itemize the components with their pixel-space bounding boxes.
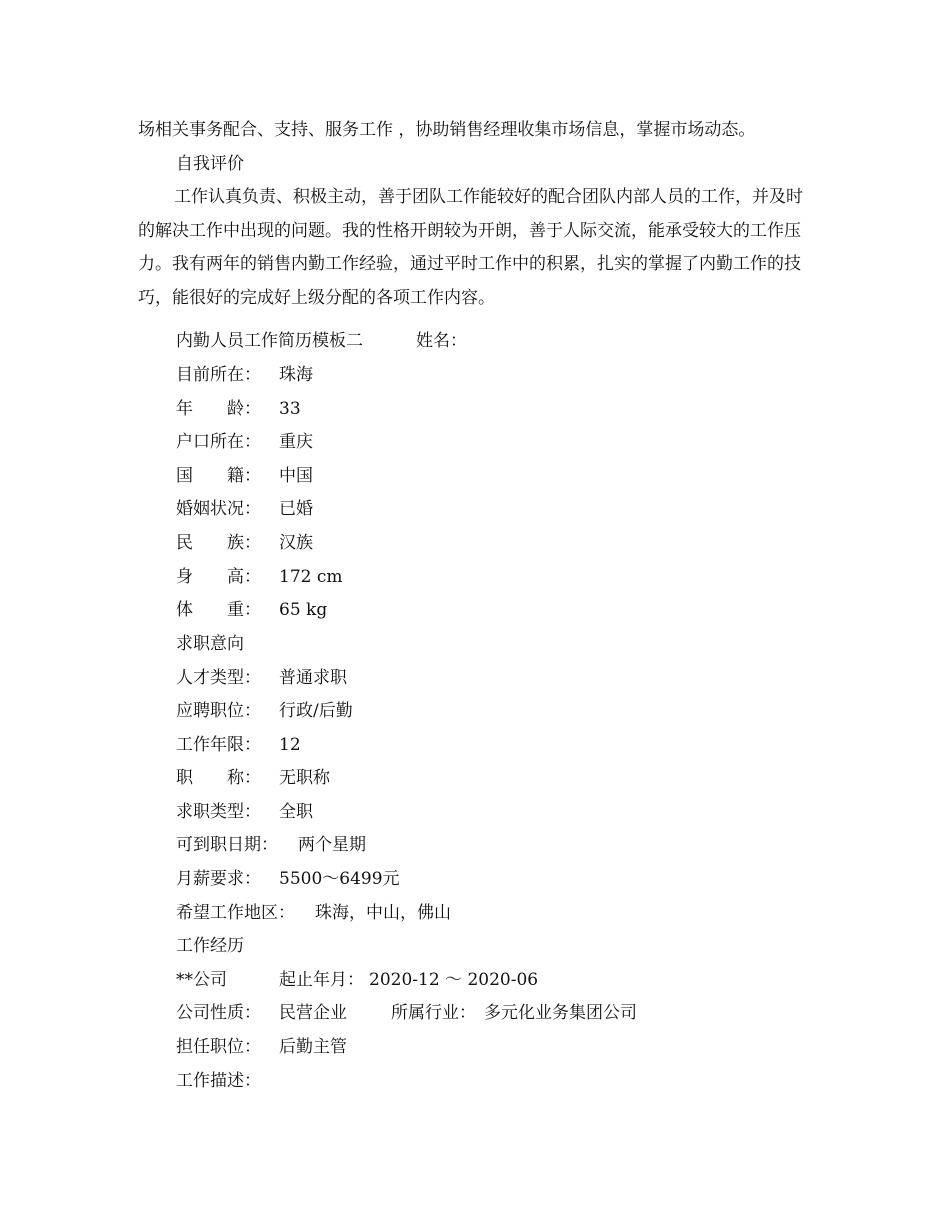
info-label: 民 族：: [176, 533, 261, 553]
info-label: 婚姻状况：: [176, 499, 261, 519]
intent-label: 希望工作地区：: [176, 903, 295, 923]
period-label: 起止年月：: [279, 970, 364, 990]
info-label: 年 龄：: [176, 399, 261, 419]
intent-value: 普通求职: [279, 668, 347, 688]
company-name: **公司: [176, 970, 227, 990]
self-eval-heading: 自我评价: [176, 154, 244, 174]
info-value: 65 kg: [279, 600, 328, 620]
position-value: 后勤主管: [279, 1037, 347, 1057]
intent-label: 人才类型：: [176, 668, 261, 688]
industry-label: 所属行业：: [391, 1003, 476, 1023]
intent-label: 可到职日期：: [176, 835, 278, 855]
info-row: [176, 364, 261, 386]
intent-value: 5500～6499元: [279, 869, 400, 889]
info-label: 目前所在：: [176, 365, 261, 385]
info-value: 中国: [279, 466, 313, 486]
work-history-heading: 工作经历: [176, 936, 244, 956]
intent-value: 两个星期: [298, 835, 366, 855]
intent-value: 珠海，中山，佛山: [315, 903, 451, 923]
name-label: 姓名：: [416, 331, 467, 351]
info-value: 汉族: [279, 533, 313, 553]
position-label: 担任职位：: [176, 1037, 261, 1057]
info-label: 国 籍：: [176, 466, 261, 486]
industry-value: 多元化业务集团公司: [484, 1003, 637, 1023]
intent-value: 12: [279, 735, 301, 755]
nature-value: 民营企业: [279, 1003, 347, 1023]
info-label: 户口所在：: [176, 432, 261, 452]
info-value: 珠海: [279, 365, 313, 385]
intent-value: 行政/后勤: [279, 701, 353, 721]
intent-value: 全职: [279, 802, 313, 822]
job-intent-heading: 求职意向: [176, 634, 244, 654]
info-value: 33: [279, 399, 301, 419]
info-value: 172 cm: [279, 567, 343, 587]
template-title: 内勤人员工作简历模板二: [176, 331, 363, 351]
info-value: 已婚: [279, 499, 313, 519]
self-eval-paragraph: 工作认真负责、积极主动，善于团队工作能较好的配合团队内部人员的工作，并及时的解决工作中出现的问题。我的性格开朗较为开朗，善于人际交流，能承受较大的工作压力。我有两年的销售内勤工作经验，通过平时工作中的积累，扎实的掌握了内勤工作的技巧，能很好的完成好上级分配的各项工作内容。: [138, 187, 803, 309]
intent-label: 求职类型：: [176, 802, 261, 822]
nature-label: 公司性质：: [176, 1003, 261, 1023]
intent-label: 应聘职位：: [176, 701, 261, 721]
info-value: 重庆: [279, 432, 313, 452]
intent-label: 工作年限：: [176, 735, 261, 755]
description-label: 工作描述：: [176, 1071, 261, 1091]
intent-label: 月薪要求：: [176, 869, 261, 889]
period-value: 2020-12 ～ 2020-06: [369, 970, 539, 990]
info-label: 身 高：: [176, 567, 261, 587]
info-label: 体 重：: [176, 600, 261, 620]
intent-label: 职 称：: [176, 768, 261, 788]
intent-value: 无职称: [279, 768, 330, 788]
intro-continuation: 场相关事务配合、支持、服务工作 ，协助销售经理收集市场信息，掌握市场动态。: [138, 120, 756, 140]
